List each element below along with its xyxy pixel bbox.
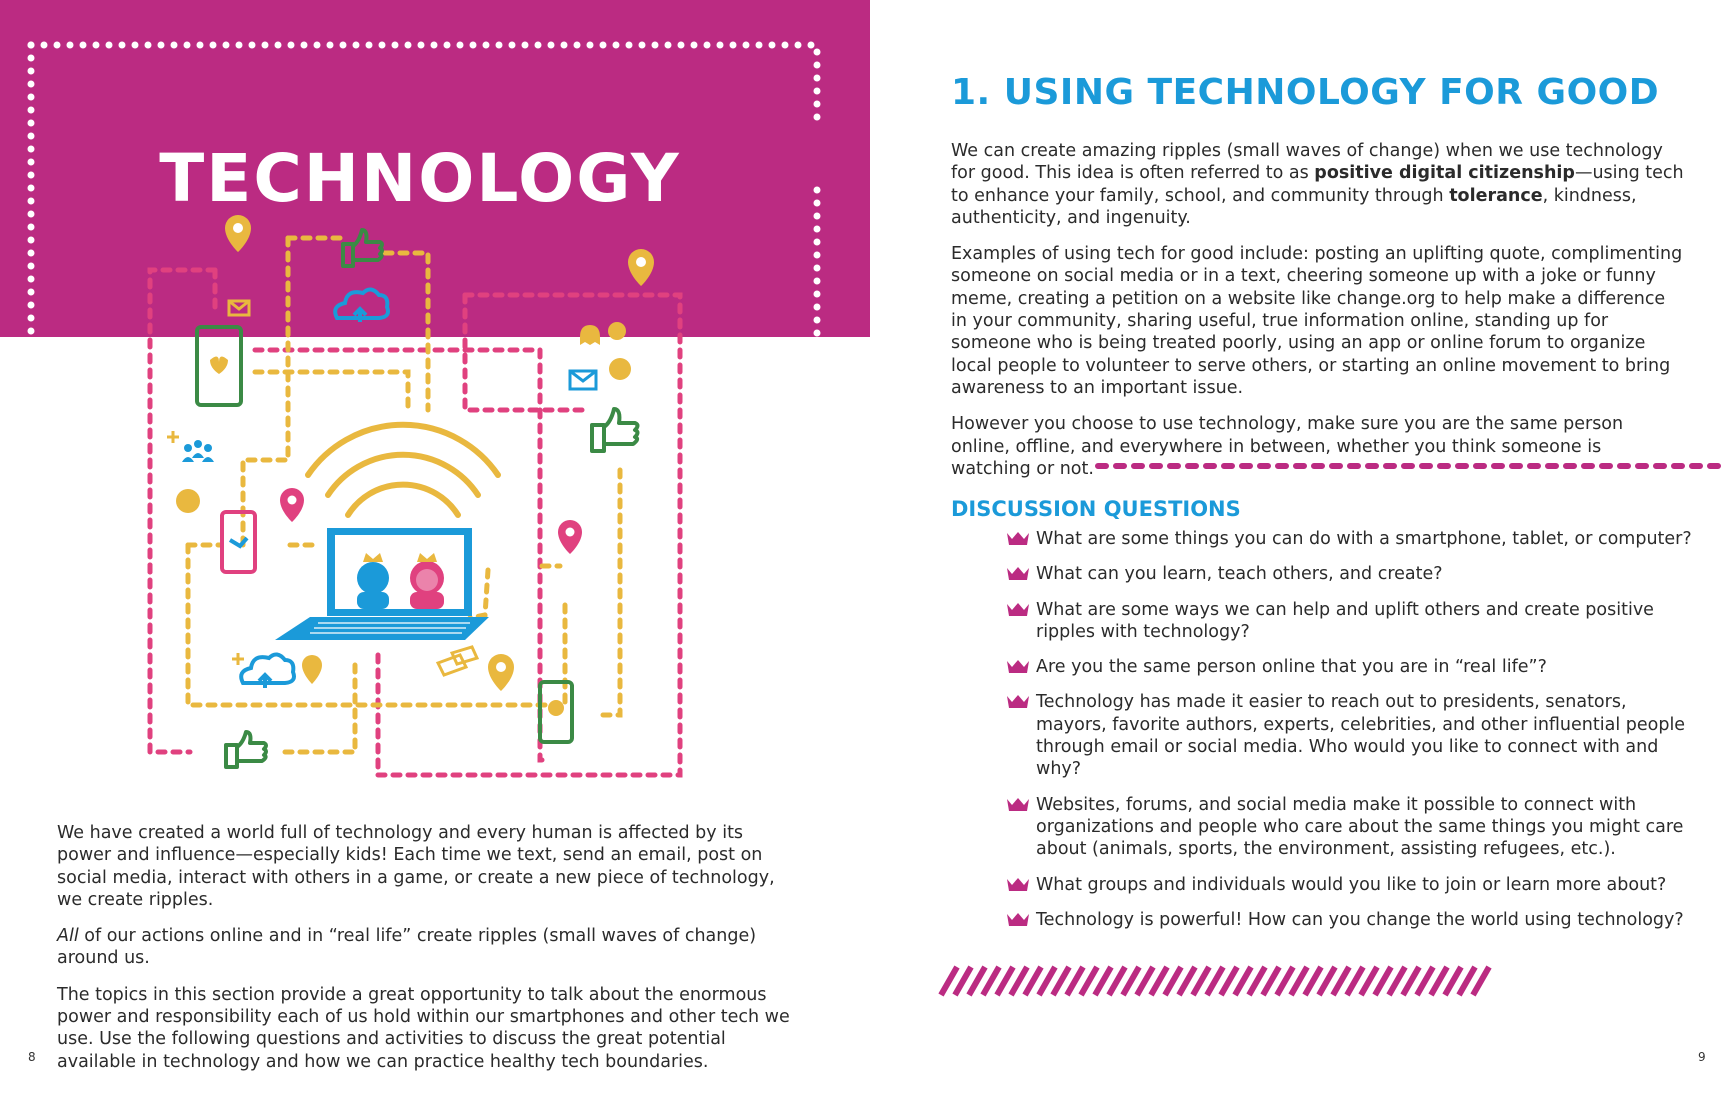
discussion-question xyxy=(1006,599,1696,644)
question-text: Are you the same person online that you are in “real life”? xyxy=(1036,657,1547,678)
question-text: Technology is powerful! How can you change the world using technology? xyxy=(1036,909,1684,930)
discussion-question xyxy=(1006,874,1696,896)
crown-icon xyxy=(1006,912,1030,927)
body-paragraph: Examples of using tech for good include: posting an uplifting quote, complimenting someone on social media or in a text, cheering someone up with a joke or funny meme, creating a petition on a website like change.org to help make a difference in your community, sharing useful, true information online, standing up for someone who is being treated poorly, using an app or online forum to organize local people to volunteer to serve others, or starting an online movement to bring awareness to an important issue. xyxy=(951,244,1683,398)
pink-circuit-lines xyxy=(150,270,680,775)
question-text: What are some things you can do with a smartphone, tablet, or computer? xyxy=(1036,529,1692,549)
envelope-icons xyxy=(229,301,596,389)
discussion-question-list xyxy=(1006,528,1696,944)
discussion-question xyxy=(1006,528,1696,550)
discussion-question xyxy=(1006,794,1696,861)
intro-text xyxy=(57,822,797,1087)
crown-icon xyxy=(1006,797,1030,812)
question-text: Websites, forums, and social media make it possible to connect with organizations and people who care about the same things you might care about (animals, sports, the environment, assisting refugees, etc.). xyxy=(1036,794,1684,860)
crown-icon xyxy=(1006,694,1030,709)
crown-icon xyxy=(1006,877,1030,892)
phone-green-icon xyxy=(197,327,241,405)
question-text: Technology has made it easier to reach out to presidents, senators, mayors, favorite authors, experts, celebrities, and other influential people through email or social media. Who would you like to connect with and why? xyxy=(1036,692,1686,780)
page-heading: 1. USING TECHNOLOGY FOR GOOD xyxy=(951,72,1660,113)
text-run: We can create amazing ripples (small waves of change) when we use technology for good. This idea is often referred to as xyxy=(951,141,1663,184)
bold-term: tolerance xyxy=(1449,185,1543,206)
crown-icon xyxy=(1006,531,1030,546)
chat-bubbles-icon xyxy=(438,647,477,675)
phone-green-smiley-icon xyxy=(540,682,572,742)
wifi-icon xyxy=(308,425,498,515)
question-text: What can you learn, teach others, and create? xyxy=(1036,564,1443,585)
discussion-heading: DISCUSSION QUESTIONS xyxy=(951,497,1241,521)
people-group-icon xyxy=(182,440,214,462)
discussion-question xyxy=(1006,656,1696,678)
crown-icon xyxy=(1006,602,1030,617)
question-text: What are some ways we can help and uplift others and create positive ripples with technology? xyxy=(1036,599,1654,642)
intro-paragraph xyxy=(57,925,797,970)
body-paragraph xyxy=(951,140,1686,229)
question-text: What groups and individuals would you like to join or learn more about? xyxy=(1036,874,1667,895)
text-run: —using tech to enhance your family, school, and community through xyxy=(951,163,1684,206)
discussion-question xyxy=(1006,691,1696,780)
intro-emphasis: All xyxy=(57,926,79,947)
body-text xyxy=(951,140,1686,494)
discussion-question xyxy=(1006,909,1696,931)
crown-icon xyxy=(1006,659,1030,674)
text-run: , kindness, authenticity, and ingenuity. xyxy=(951,185,1637,228)
page-number-left: 8 xyxy=(28,1050,36,1064)
intro-paragraph: The topics in this section provide a great opportunity to talk about the enormous power and responsibility each of us hold within our smartphones and other tech we use. Use the following questions and activities to discuss the great potential available in technology and how we can practice healthy tech boundaries. xyxy=(57,984,790,1072)
discussion-question xyxy=(1006,563,1696,585)
bold-term: positive digital citizenship xyxy=(1314,163,1575,184)
body-paragraph: However you choose to use technology, make sure you are the same person online, offline, and everywhere in between, whether you think someone is watching or not. xyxy=(951,414,1624,479)
plus-icons xyxy=(167,431,244,665)
crown-icon xyxy=(1006,566,1030,581)
section-title: TECHNOLOGY xyxy=(159,140,681,217)
intro-paragraph: We have created a world full of technology and every human is affected by its power and influence—especially kids! Each time we text, send an email, post on social media, interact with others in a game, or create a new piece of technology, we create ripples. xyxy=(57,823,775,910)
phone-pink-icon xyxy=(222,512,255,572)
intro-paragraph-rest: of our actions online and in “real life” create ripples (small waves of change) around us. xyxy=(57,926,757,969)
yellow-circuit-lines xyxy=(188,238,620,752)
hatch-decoration xyxy=(941,967,1489,995)
page-number-right: 9 xyxy=(1698,1050,1706,1064)
